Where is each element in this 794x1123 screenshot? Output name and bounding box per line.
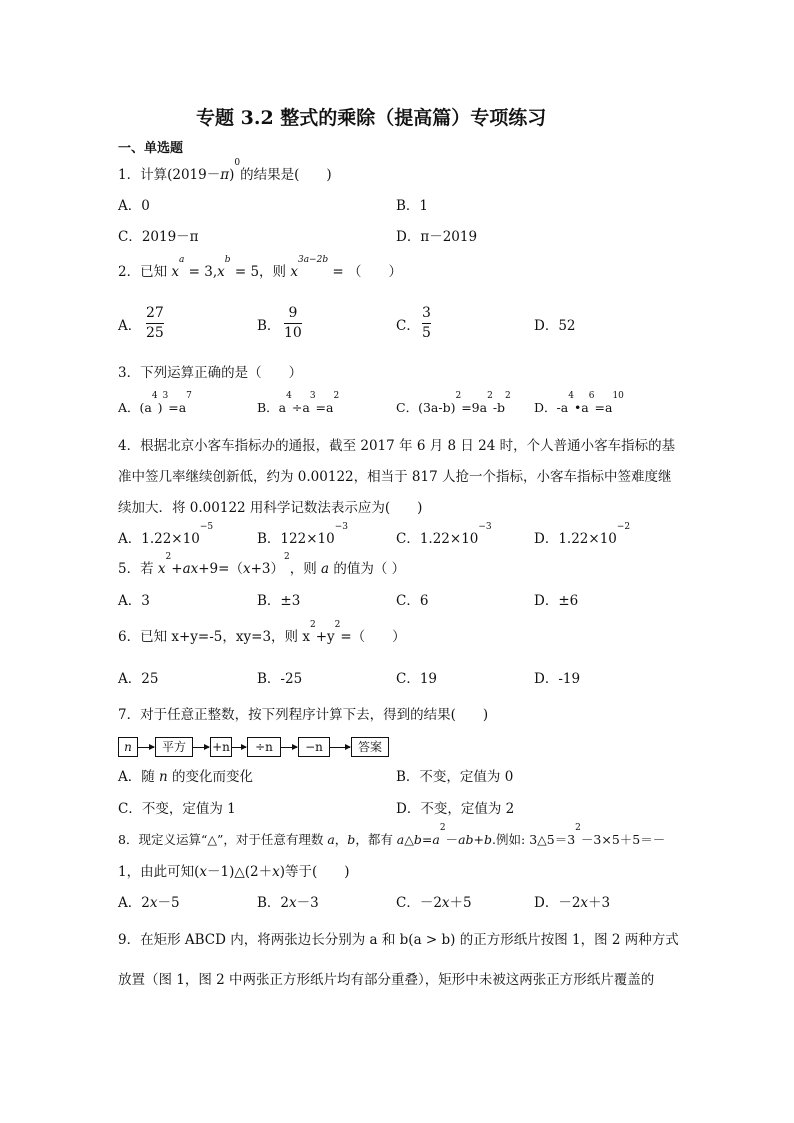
q1-option-c: C．2019－π xyxy=(118,229,199,245)
q6-option-d: D．-19 xyxy=(534,671,581,687)
flow-arrow xyxy=(281,747,297,748)
q5-option-b: B．±3 xyxy=(257,593,301,609)
q2-option-a-label: A． xyxy=(118,318,142,334)
q7-option-b: B．不变，定值为 0 xyxy=(396,769,514,785)
q8-option-b: B．2x－3 xyxy=(257,895,319,911)
q7-option-c: C．不变，定值为 1 xyxy=(118,801,236,817)
section-heading: 一、单选题 xyxy=(118,141,184,156)
q1-option-b: B．1 xyxy=(396,198,429,214)
question-4-line-1: 4．根据北京小客车指标办的通报，截至 2017 年 6 月 8 日 24 时，个人普通小客车指标的基 xyxy=(118,438,676,454)
flow-arrow xyxy=(232,747,246,748)
q5-option-d: D．±6 xyxy=(534,593,579,609)
q3-option-c: C．$(3a-b)^2=9a^2-b^2$ xyxy=(396,391,511,415)
q6-option-a: A．25 xyxy=(118,671,159,687)
flow-arrow xyxy=(193,747,209,748)
q4-option-d: D．$1.22\times 10^{-2}$ xyxy=(534,522,631,547)
q2-option-c-label: C． xyxy=(396,318,420,334)
q4-option-b: B．$122\times 10^{-3}$ xyxy=(257,522,348,547)
flow-box-minus-n: −n xyxy=(298,737,330,757)
flow-box-answer: 答案 xyxy=(351,737,389,757)
q6-option-b: B．-25 xyxy=(257,671,303,687)
q2-option-b-label: B． xyxy=(257,318,281,334)
q2-option-d: D．52 xyxy=(534,318,576,334)
q8-option-c: C．－2x＋5 xyxy=(396,895,472,911)
q8-option-d: D．－2x＋3 xyxy=(534,895,611,911)
question-7: 7．对于任意正整数，按下列程序计算下去，得到的结果( ) xyxy=(118,707,489,723)
question-5: 5．若 $x^2+ax+9=(x+3)^2$，则 a 的值为（ ） xyxy=(118,552,406,577)
question-2: 2．已知 $x^a = 3,x^b = 5$，则 $x^{3a-2b}$ = （ ） xyxy=(118,255,402,280)
flow-box-n: n xyxy=(118,737,138,757)
q1-option-a: A．0 xyxy=(118,198,150,214)
question-1: 1．计算$(2019-\pi)^0$的结果是( ) xyxy=(118,158,332,183)
flow-arrow xyxy=(330,747,350,748)
flow-box-plus-n: +n xyxy=(210,737,232,757)
q8-option-a: A．2x－5 xyxy=(118,895,180,911)
q4-option-a: A．$1.22\times 10^{-5}$ xyxy=(118,522,214,547)
q1-option-d: D．π－2019 xyxy=(396,229,478,245)
q6-option-c: C．19 xyxy=(396,671,438,687)
flow-box-square: 平方 xyxy=(155,737,193,757)
q3-option-b: B．$a^4\div a^3=a^2$ xyxy=(257,391,340,415)
q3-option-a: A．$(a^4)^3=a^7$ xyxy=(118,391,192,415)
q7-option-a: A．随 n 的变化而变化 xyxy=(118,769,254,785)
question-4-line-3: 续加大．将 0.00122 用科学记数法表示应为( ) xyxy=(118,500,423,516)
question-3: 3．下列运算正确的是（ ） xyxy=(118,365,303,381)
flow-box-divide-n: ÷n xyxy=(247,737,281,757)
q5-option-c: C．6 xyxy=(396,593,429,609)
q3-option-d: D．$-a^4•a^6=a^{10}$ xyxy=(534,391,624,415)
question-9-line-1: 9．在矩形 ABCD 内，将两张边长分别为 a 和 b(a > b) 的正方形纸片按图 1，图 2 两种方式 xyxy=(118,932,679,948)
question-8-line-1: 8．现定义运算“△”，对于任意有理数 a，b，都有 $a\triangle b=a^2-ab+b$.例如: $3\triangle 5=3^2-3\times 5+5=-$ xyxy=(118,823,666,847)
q2-option-c-fraction: 3 5 xyxy=(422,305,431,341)
question-8-line-2: 1，由此可知(x－1)△(2＋x)等于( ) xyxy=(118,864,350,880)
q7-option-d: D．不变，定值为 2 xyxy=(396,801,515,817)
question-6: 6．已知 x+y=-5，xy=3，则 $x^2+y^2=$（ ） xyxy=(118,620,406,645)
page-title: 专题 3.2 整式的乘除（提高篇）专项练习 xyxy=(196,107,547,129)
q5-option-a: A．3 xyxy=(118,593,150,609)
flow-arrow xyxy=(138,747,154,748)
question-4-line-2: 准中签几率继续创新低，约为 0.00122，相当于 817 人抢一个指标，小客车指标中签难度继 xyxy=(118,469,672,485)
q2-option-b-fraction: 9 10 xyxy=(284,305,302,341)
q2-option-a-fraction: 27 25 xyxy=(146,305,164,341)
question-9-line-2: 放置（图 1，图 2 中两张正方形纸片均有部分重叠），矩形中未被这两张正方形纸片覆盖的 xyxy=(118,972,655,988)
q4-option-c: C．$1.22\times 10^{-3}$ xyxy=(396,522,492,547)
